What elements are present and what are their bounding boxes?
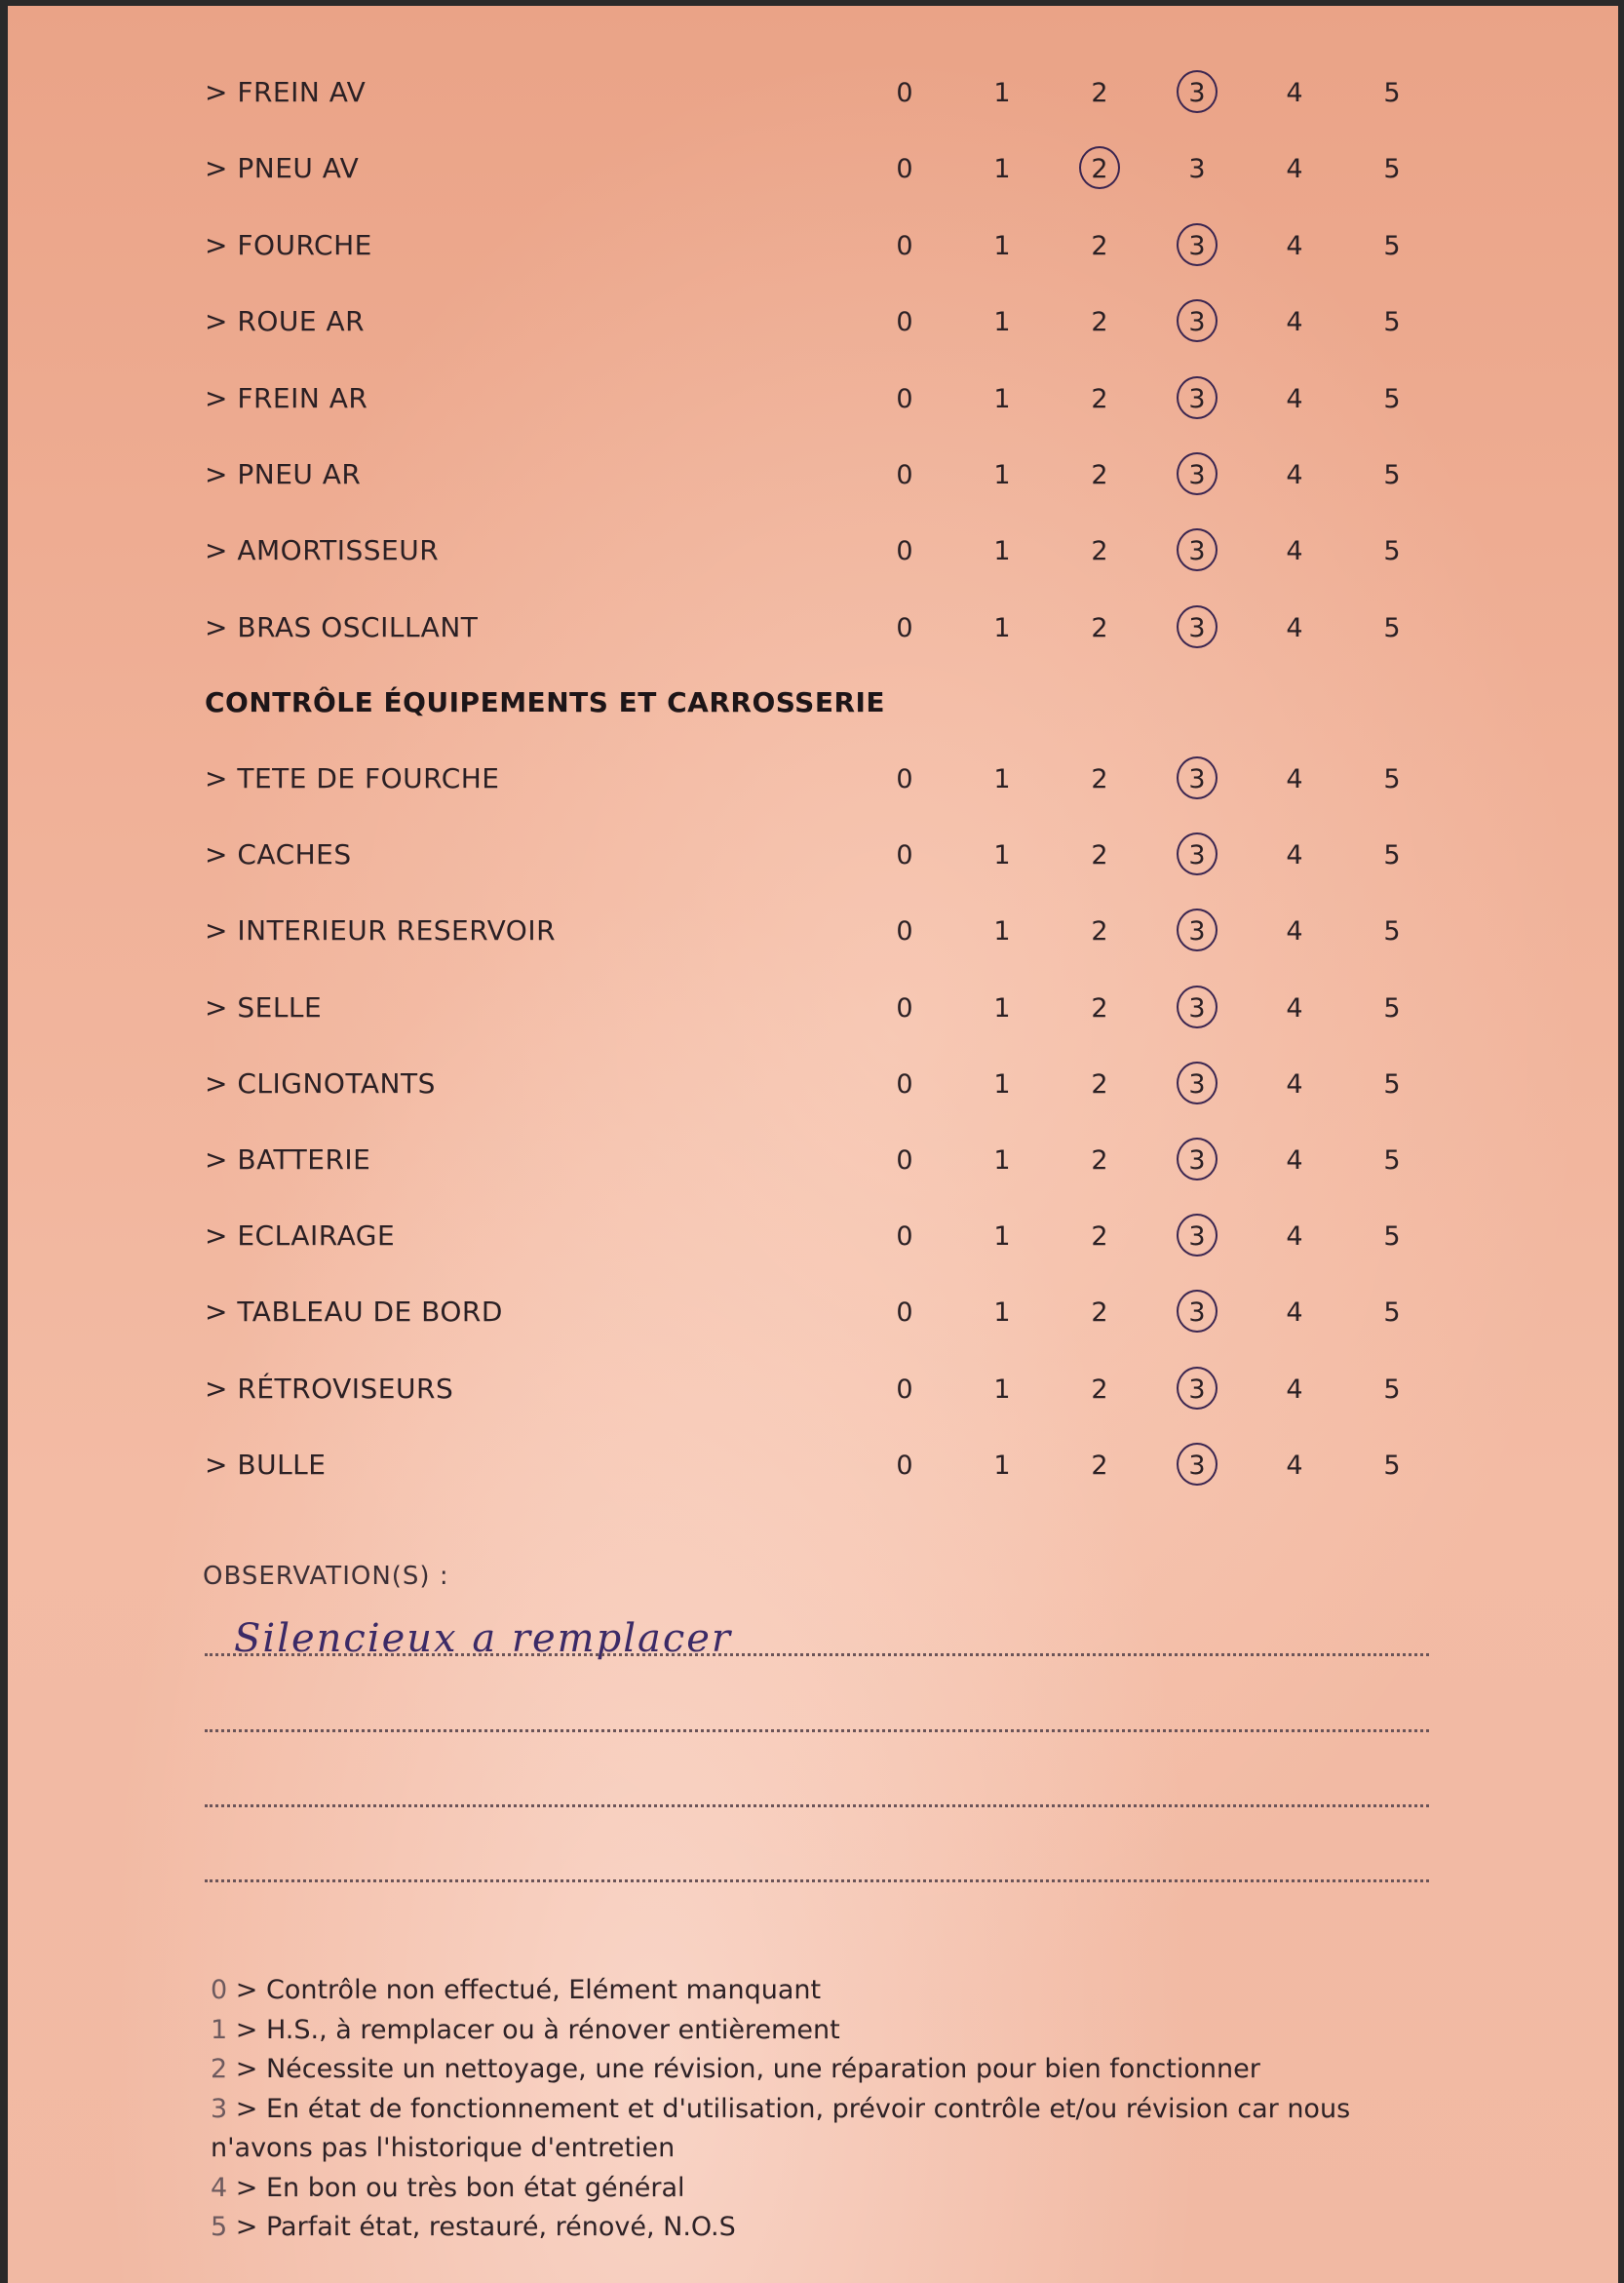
- score-option: 5: [1383, 764, 1401, 794]
- legend-line: [211, 1975, 821, 2005]
- score-option: 5: [1383, 1374, 1401, 1405]
- score-option: 0: [896, 383, 913, 414]
- score-option: 2: [1091, 154, 1108, 185]
- score-option: 1: [993, 612, 1011, 643]
- checklist-item-label: > PNEU AR: [205, 458, 362, 490]
- score-option: 3: [1188, 536, 1206, 567]
- score-option: 2: [1091, 1450, 1108, 1481]
- score-option: 4: [1286, 764, 1303, 794]
- observation-line-2: [205, 1729, 1429, 1732]
- score-option: 1: [993, 78, 1011, 108]
- score-option: 1: [993, 154, 1011, 185]
- score-option: 4: [1286, 78, 1303, 108]
- legend-line: [211, 2094, 1350, 2124]
- score-option: 0: [896, 916, 913, 948]
- score-option: 5: [1383, 460, 1401, 490]
- legend-key: 5: [211, 2212, 228, 2242]
- score-option: 5: [1383, 840, 1401, 871]
- legend-text: > En bon ou très bon état général: [227, 2172, 685, 2203]
- score-option: 1: [993, 1068, 1011, 1100]
- legend-line: [211, 2173, 685, 2203]
- score-option: 0: [896, 154, 913, 185]
- score-option: 3: [1188, 916, 1206, 948]
- legend-text: > Parfait état, restauré, rénové, N.O.S: [227, 2212, 736, 2242]
- score-option: 2: [1091, 1221, 1108, 1253]
- score-option: 1: [993, 1374, 1011, 1405]
- score-option: 4: [1286, 1068, 1303, 1100]
- score-option: 2: [1091, 612, 1108, 643]
- observation-line-4: [205, 1879, 1429, 1882]
- score-option: 1: [993, 840, 1011, 871]
- score-option: 1: [993, 916, 1011, 948]
- score-option: 5: [1383, 612, 1401, 643]
- score-option: 4: [1286, 383, 1303, 414]
- score-option: 2: [1091, 840, 1108, 871]
- score-option: 2: [1091, 1297, 1108, 1329]
- score-option: 3: [1188, 154, 1206, 185]
- score-option: 4: [1286, 1374, 1303, 1405]
- checklist-item-label: > CACHES: [205, 838, 352, 871]
- score-circle-mark: [1177, 1443, 1218, 1486]
- score-option: 4: [1286, 307, 1303, 338]
- score-option: 1: [993, 1145, 1011, 1176]
- score-option: 2: [1091, 536, 1108, 567]
- score-option: 4: [1286, 1221, 1303, 1253]
- checklist-item-label: > TETE DE FOURCHE: [205, 762, 500, 794]
- checklist-item-label: > RÉTROVISEURS: [205, 1372, 454, 1405]
- score-option: 0: [896, 460, 913, 490]
- score-option: 4: [1286, 536, 1303, 567]
- score-option: 3: [1188, 612, 1206, 643]
- legend-key: 1: [211, 2014, 228, 2045]
- score-option: 4: [1286, 230, 1303, 261]
- legend-key: 0: [211, 1975, 228, 2005]
- legend-text: > H.S., à remplacer ou à rénover entièrement: [227, 2014, 840, 2045]
- legend-line: [211, 2015, 840, 2045]
- score-option: 3: [1188, 840, 1206, 871]
- score-option: 2: [1091, 460, 1108, 490]
- score-option: 5: [1383, 992, 1401, 1024]
- score-circle-mark: [1177, 223, 1218, 266]
- score-option: 3: [1188, 383, 1206, 414]
- observation-line-1: [205, 1653, 1429, 1656]
- legend-key: 4: [211, 2172, 228, 2203]
- score-option: 1: [993, 992, 1011, 1024]
- score-circle-mark: [1177, 1214, 1218, 1257]
- legend-line: [211, 2054, 1260, 2084]
- checklist-item-label: > CLIGNOTANTS: [205, 1066, 436, 1100]
- checklist-sheet: [8, 6, 1618, 2283]
- legend-line: [211, 2133, 675, 2163]
- score-option: 3: [1188, 1297, 1206, 1329]
- score-option: 3: [1188, 230, 1206, 261]
- checklist-item-label: > SELLE: [205, 990, 323, 1024]
- score-option: 5: [1383, 1145, 1401, 1176]
- score-option: 1: [993, 1297, 1011, 1329]
- score-option: 4: [1286, 1297, 1303, 1329]
- score-option: 2: [1091, 1068, 1108, 1100]
- checklist-item-label: > PNEU AV: [205, 152, 360, 185]
- score-option: 2: [1091, 1145, 1108, 1176]
- score-option: 4: [1286, 154, 1303, 185]
- section-title: CONTRÔLE ÉQUIPEMENTS ET CARROSSERIE: [205, 686, 886, 718]
- score-option: 0: [896, 1450, 913, 1481]
- score-option: 5: [1383, 1297, 1401, 1329]
- score-option: 5: [1383, 916, 1401, 948]
- score-option: 2: [1091, 383, 1108, 414]
- score-option: 5: [1383, 78, 1401, 108]
- score-option: 1: [993, 1221, 1011, 1253]
- score-option: 2: [1091, 764, 1108, 794]
- score-option: 1: [993, 230, 1011, 261]
- score-option: 0: [896, 1145, 913, 1176]
- score-circle-mark: [1177, 1138, 1218, 1180]
- score-option: 4: [1286, 840, 1303, 871]
- checklist-item-label: > ROUE AR: [205, 305, 366, 338]
- score-option: 3: [1188, 307, 1206, 338]
- score-option: 2: [1091, 230, 1108, 261]
- score-option: 1: [993, 460, 1011, 490]
- observation-line-3: [205, 1804, 1429, 1807]
- score-option: 0: [896, 840, 913, 871]
- checklist-item-label: > BRAS OSCILLANT: [205, 610, 479, 643]
- score-option: 3: [1188, 1221, 1206, 1253]
- score-circle-mark: [1177, 376, 1218, 419]
- handwritten-observation: Silencieux a remplacer: [234, 1616, 733, 1661]
- score-option: 1: [993, 307, 1011, 338]
- score-option: 4: [1286, 1145, 1303, 1176]
- score-circle-mark: [1177, 452, 1218, 495]
- score-option: 0: [896, 992, 913, 1024]
- score-option: 2: [1091, 78, 1108, 108]
- score-option: 3: [1188, 764, 1206, 794]
- score-option: 0: [896, 1068, 913, 1100]
- score-option: 1: [993, 383, 1011, 414]
- score-circle-mark: [1177, 1062, 1218, 1104]
- score-option: 2: [1091, 992, 1108, 1024]
- legend-key: 2: [211, 2054, 228, 2084]
- score-option: 0: [896, 1297, 913, 1329]
- score-option: 3: [1188, 1374, 1206, 1405]
- checklist-item-label: > AMORTISSEUR: [205, 534, 440, 567]
- checklist-item-label: > FREIN AR: [205, 381, 368, 414]
- score-option: 5: [1383, 1221, 1401, 1253]
- legend-text: n'avons pas l'historique d'entretien: [211, 2133, 676, 2163]
- observations-title: OBSERVATION(S) :: [203, 1562, 449, 1591]
- score-option: 4: [1286, 916, 1303, 948]
- checklist-item-label: > FOURCHE: [205, 228, 372, 261]
- score-option: 3: [1188, 1145, 1206, 1176]
- score-option: 0: [896, 1374, 913, 1405]
- score-option: 1: [993, 1450, 1011, 1481]
- score-option: 0: [896, 764, 913, 794]
- score-option: 5: [1383, 536, 1401, 567]
- score-option: 1: [993, 536, 1011, 567]
- score-circle-mark: [1177, 299, 1218, 342]
- checklist-item-label: > TABLEAU DE BORD: [205, 1296, 503, 1329]
- score-circle-mark: [1177, 986, 1218, 1028]
- score-option: 2: [1091, 1374, 1108, 1405]
- score-option: 3: [1188, 1450, 1206, 1481]
- score-circle-mark: [1177, 832, 1218, 875]
- legend-key: 3: [211, 2093, 228, 2124]
- score-option: 0: [896, 536, 913, 567]
- score-option: 3: [1188, 1068, 1206, 1100]
- score-option: 5: [1383, 1450, 1401, 1481]
- score-option: 2: [1091, 916, 1108, 948]
- legend-text: > En état de fonctionnement et d'utilisation, prévoir contrôle et/ou révision car nous: [227, 2093, 1351, 2124]
- score-option: 0: [896, 230, 913, 261]
- score-option: 5: [1383, 307, 1401, 338]
- score-circle-mark: [1177, 70, 1218, 113]
- legend-text: > Nécessite un nettoyage, une révision, une réparation pour bien fonctionner: [227, 2054, 1260, 2084]
- score-option: 4: [1286, 460, 1303, 490]
- score-option: 0: [896, 612, 913, 643]
- score-option: 2: [1091, 307, 1108, 338]
- score-option: 1: [993, 764, 1011, 794]
- checklist-item-label: > ECLAIRAGE: [205, 1219, 396, 1253]
- checklist-item-label: > FREIN AV: [205, 76, 367, 108]
- score-option: 3: [1188, 992, 1206, 1024]
- score-circle-mark: [1177, 756, 1218, 799]
- legend-line: [211, 2212, 736, 2242]
- score-option: 0: [896, 307, 913, 338]
- score-circle-mark: [1177, 605, 1218, 648]
- score-option: 4: [1286, 992, 1303, 1024]
- score-option: 5: [1383, 383, 1401, 414]
- score-option: 3: [1188, 78, 1206, 108]
- score-option: 5: [1383, 1068, 1401, 1100]
- checklist-item-label: > INTERIEUR RESERVOIR: [205, 914, 557, 948]
- score-option: 0: [896, 78, 913, 108]
- score-circle-mark: [1177, 1367, 1218, 1410]
- score-option: 4: [1286, 612, 1303, 643]
- checklist-item-label: > BATTERIE: [205, 1143, 371, 1176]
- checklist-item-label: > BULLE: [205, 1448, 327, 1481]
- score-option: 5: [1383, 154, 1401, 185]
- legend-text: > Contrôle non effectué, Elément manquant: [227, 1975, 822, 2005]
- score-option: 0: [896, 1221, 913, 1253]
- score-option: 5: [1383, 230, 1401, 261]
- score-option: 3: [1188, 460, 1206, 490]
- score-option: 4: [1286, 1450, 1303, 1481]
